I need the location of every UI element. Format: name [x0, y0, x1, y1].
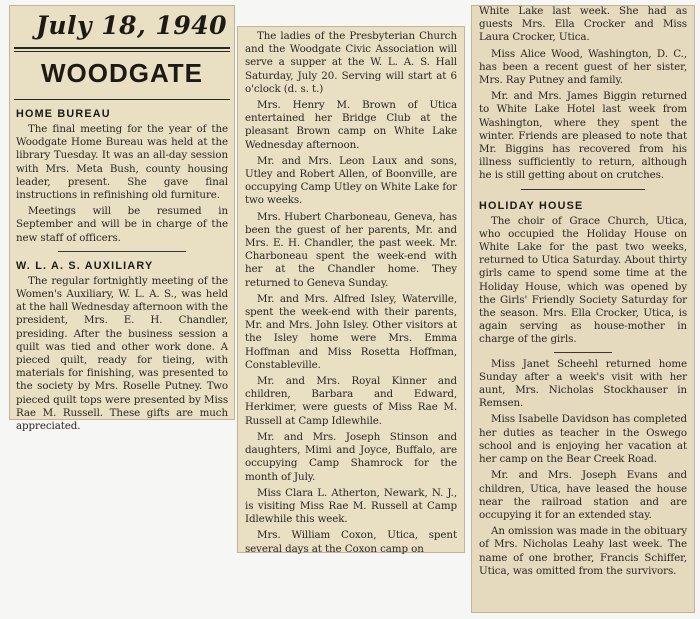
article-paragraph: Mr. and Mrs. James Biggin returned to White Lake Hotel last week from Washington, where they spent the winter. Friends are pleased to note that Mr. Biggins has recovered from his illness sufficiently to return, although he is still getting about on crutches.	[479, 90, 687, 182]
article-paragraph: Mr. and Mrs. Joseph Evans and children, Utica, have leased the house near the railroad station and are occupying it for an extended stay.	[479, 469, 687, 521]
article-paragraph: The choir of Grace Church, Utica, who occupied the Holiday House on White Lake for the past two weeks, returned to Utica Saturday. About thirty girls came to spend some time at the Holiday House, which was opened by the Girls' Friendly Society Saturday for the season. Mrs. Ella Crocker, Utica, is again serving as house-mother in charge of the girls.	[479, 214, 687, 346]
article-paragraph: Mrs. William Coxon, Utica, spent several days at the Coxon camp on	[245, 529, 457, 555]
article-paragraph: Miss Isabelle Davidson has completed her duties as teacher in the Oswego school and is enjoying her vacation at her camp on the Bear Creek Road.	[479, 413, 687, 466]
section-divider	[58, 251, 185, 252]
clipping-home-bureau	[9, 5, 235, 433]
section-heading: HOLIDAY HOUSE	[479, 199, 584, 212]
section-divider	[521, 189, 646, 190]
article-paragraph: An omission was made in the obituary of Mrs. Nicholas Leahy last week. The name of one brother, Francis Schiffer, Utica, was omitted from the survivors.	[479, 525, 687, 577]
article-paragraph: Miss Alice Wood, Washington, D. C., has been a recent guest of her sister, Mrs. Ray Putney and family.	[479, 47, 687, 87]
clipping-holiday-house	[471, 5, 695, 613]
masthead-rule-bottom	[14, 99, 230, 100]
clipping-social-notes	[237, 26, 465, 553]
section-heading: W. L. A. S. AUXILIARY	[16, 259, 154, 272]
handwritten-date: July 18, 1940	[36, 11, 228, 40]
article-paragraph: Meetings will be resumed in September and will be in charge of the new staff of officers.	[16, 205, 228, 244]
masthead-rule-top	[14, 47, 230, 49]
article-paragraph: Mr. and Mrs. Joseph Stinson and daughters, Mimi and Joyce, Buffalo, are occupying Camp Shamrock for the month of July.	[245, 430, 457, 483]
article-paragraph: Mrs. Hubert Charboneau, Geneva, has been the guest of her parents, Mr. and Mrs. E. H. Chandler, the past week. Mr. Charboneau spent the week-end with her at the Chandler home. They returned to Geneva Sunday.	[245, 210, 457, 289]
article-paragraph: The ladies of the Presbyterian Church and the Woodgate Civic Association will serve a supper at the W. L. A. S. Hall Saturday, July 20. Serving will start at 6 o'clock (d. s. t.)	[245, 30, 457, 95]
masthead-title: WOODGATE	[40, 58, 204, 88]
article-paragraph: White Lake last week. She had as guests Mrs. Ella Crocker and Miss Laura Crocker, Utica.	[479, 5, 687, 44]
article-paragraph: Mrs. Henry M. Brown of Utica entertained her Bridge Club at the pleasant Brown camp on White Lake Wednesday afternoon.	[245, 99, 457, 151]
article-paragraph: Mr. and Mrs. Leon Laux and sons, Utley and Robert Allen, of Boonville, are occupying Camp Utley on White Lake for two weeks.	[245, 154, 457, 207]
section-heading: HOME BUREAU	[16, 108, 111, 120]
article-paragraph: Miss Janet Scheehl returned home Sunday after a week's visit with her aunt, Mrs. Nicholas Stockhauser in Remsen.	[479, 357, 687, 410]
section-divider	[554, 352, 612, 353]
article-paragraph: Mr. and Mrs. Alfred Isley, Waterville, spent the week-end with their parents, Mr. and Mrs. John Isley. Other visitors at the Isley home were Mrs. Emma Hoffman and Miss Rosetta Hoffman, Constableville.	[245, 292, 457, 371]
article-paragraph: The final meeting for the year of the Woodgate Home Bureau was held at the library Tuesday. It was an all-day session with Mrs. Meta Bush, county housing leader, present. She gave final instructions in refinishing old furniture.	[16, 123, 228, 202]
article-paragraph: Miss Clara L. Atherton, Newark, N. J., is visiting Miss Rae M. Russell at Camp Idlewhile this week.	[245, 486, 457, 526]
article-paragraph: Mr. and Mrs. Royal Kinner and children, Barbara and Edward, Herkimer, were guests of Miss Rae M. Russell at Camp Idlewhile.	[245, 375, 457, 427]
article-paragraph: The regular fortnightly meeting of the Women's Auxiliary, W. L. A. S., was held at the hall Wednesday afternoon with the president, Mrs. E. H. Chandler, presiding. After the business session a quilt was tied and other work done. A pieced quilt, ready for tieing, with materials for finishing, was presented to the society by Mrs. Roselle Putney. Two pieced quilt tops were presented by Miss Rae M. Russell. These gifts are much appreciated.	[16, 274, 228, 433]
